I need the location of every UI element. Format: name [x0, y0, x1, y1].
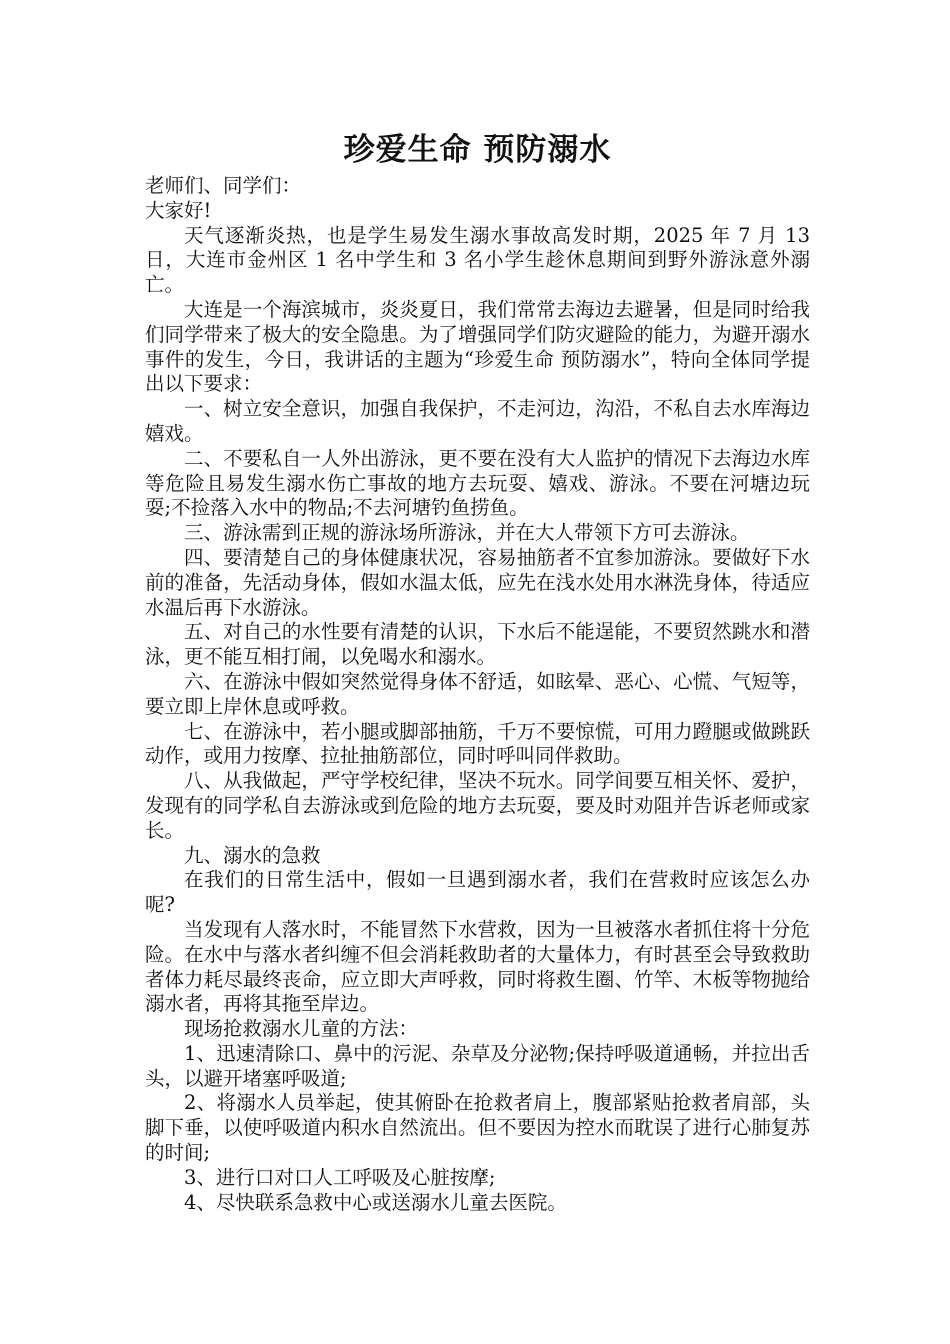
paragraph: 在我们的日常生活中，假如一旦遇到溺水者，我们在营救时应该怎么办呢? — [145, 868, 810, 917]
paragraph: 天气逐渐炎热，也是学生易发生溺水事故高发时期，2025 年 7 月 13 日，大连市金州区 1 名中学生和 3 名小学生趁休息期间到野外游泳意外溺亡。 — [145, 223, 810, 297]
paragraph: 二、不要私自一人外出游泳，更不要在没有大人监护的情况下去海边水库等危险且易发生溺水伤亡事故的地方去玩耍、嬉戏、游泳。不要在河塘边玩耍;不捡落入水中的物品;不去河塘钓鱼捞鱼。 — [145, 446, 810, 520]
section-heading: 九、溺水的急救 — [184, 843, 321, 867]
list-item: 1、迅速清除口、鼻中的污泥、杂草及分泌物;保持呼吸道通畅，并拉出舌头，以避开堵塞呼吸道; — [145, 1041, 810, 1090]
paragraph: 一、树立安全意识，加强自我保护，不走河边，沟沿，不私自去水库海边嬉戏。 — [145, 397, 810, 445]
paragraph: 现场抢救溺水儿童的方法： — [184, 1017, 419, 1041]
salutation-line: 老师们、同学们： — [145, 174, 302, 197]
list-item: 4、尽快联系急救中心或送溺水儿童去医院。 — [184, 1190, 567, 1214]
greeting-line: 大家好! — [145, 198, 212, 222]
paragraph: 七、在游泳中，若小腿或脚部抽筋，千万不要惊慌，可用力蹬腿或做跳跃动作，或用力按摩、拉扯抽筋部位，同时呼叫同伴救助。 — [145, 719, 810, 768]
list-item: 2、将溺水人员举起，使其俯卧在抢救者肩上，腹部紧贴抢救者肩部，头脚下垂，以使呼吸道内积水自然流出。但不要因为控水而耽误了进行心肺复苏的时间; — [145, 1091, 810, 1165]
paragraph: 大连是一个海滨城市，炎炎夏日，我们常常去海边去避暑，但是同时给我们同学带来了极大的安全隐患。为了增强同学们防灾避险的能力，为避开溺水事件的发生，今日，我讲话的主题为“珍爱生命 预防溺水”，特向全体同学提出以下要求： — [145, 297, 810, 396]
list-item: 3、进行口对口人工呼吸及心脏按摩; — [184, 1165, 496, 1189]
paragraph: 当发现有人落水时，不能冒然下水营救，因为一旦被落水者抓住将十分危险。在水中与落水者纠缠不但会消耗救助者的大量体力，有时甚至会导致救助者体力耗尽最终丧命，应立即大声呼救，同时将救生圈、竹竿、木板等物抛给溺水者，再将其拖至岸边。 — [145, 917, 810, 1016]
paragraph: 六、在游泳中假如突然觉得身体不舒适，如眩晕、恶心、心慌、气短等，要立即上岸休息或呼救。 — [145, 669, 810, 718]
document-body — [145, 128, 810, 1215]
document-title: 珍爱生命 预防溺水 — [343, 132, 612, 168]
paragraph: 五、对自己的水性要有清楚的认识，下水后不能逞能，不要贸然跳水和潜泳，更不能互相打闹，以免喝水和溺水。 — [145, 620, 810, 669]
paragraph: 三、游泳需到正规的游泳场所游泳，并在大人带领下方可去游泳。 — [184, 521, 750, 545]
paragraph: 四、要清楚自己的身体健康状况，容易抽筋者不宜参加游泳。要做好下水前的准备，先活动身体，假如水温太低，应先在浅水处用水淋洗身体，待适应水温后再下水游泳。 — [145, 545, 810, 619]
paragraph: 八、从我做起，严守学校纪律，坚决不玩水。同学间要互相关怀、爱护，发现有的同学私自去游泳或到危险的地方去玩耍，要及时劝阻并告诉老师或家长。 — [145, 769, 810, 842]
